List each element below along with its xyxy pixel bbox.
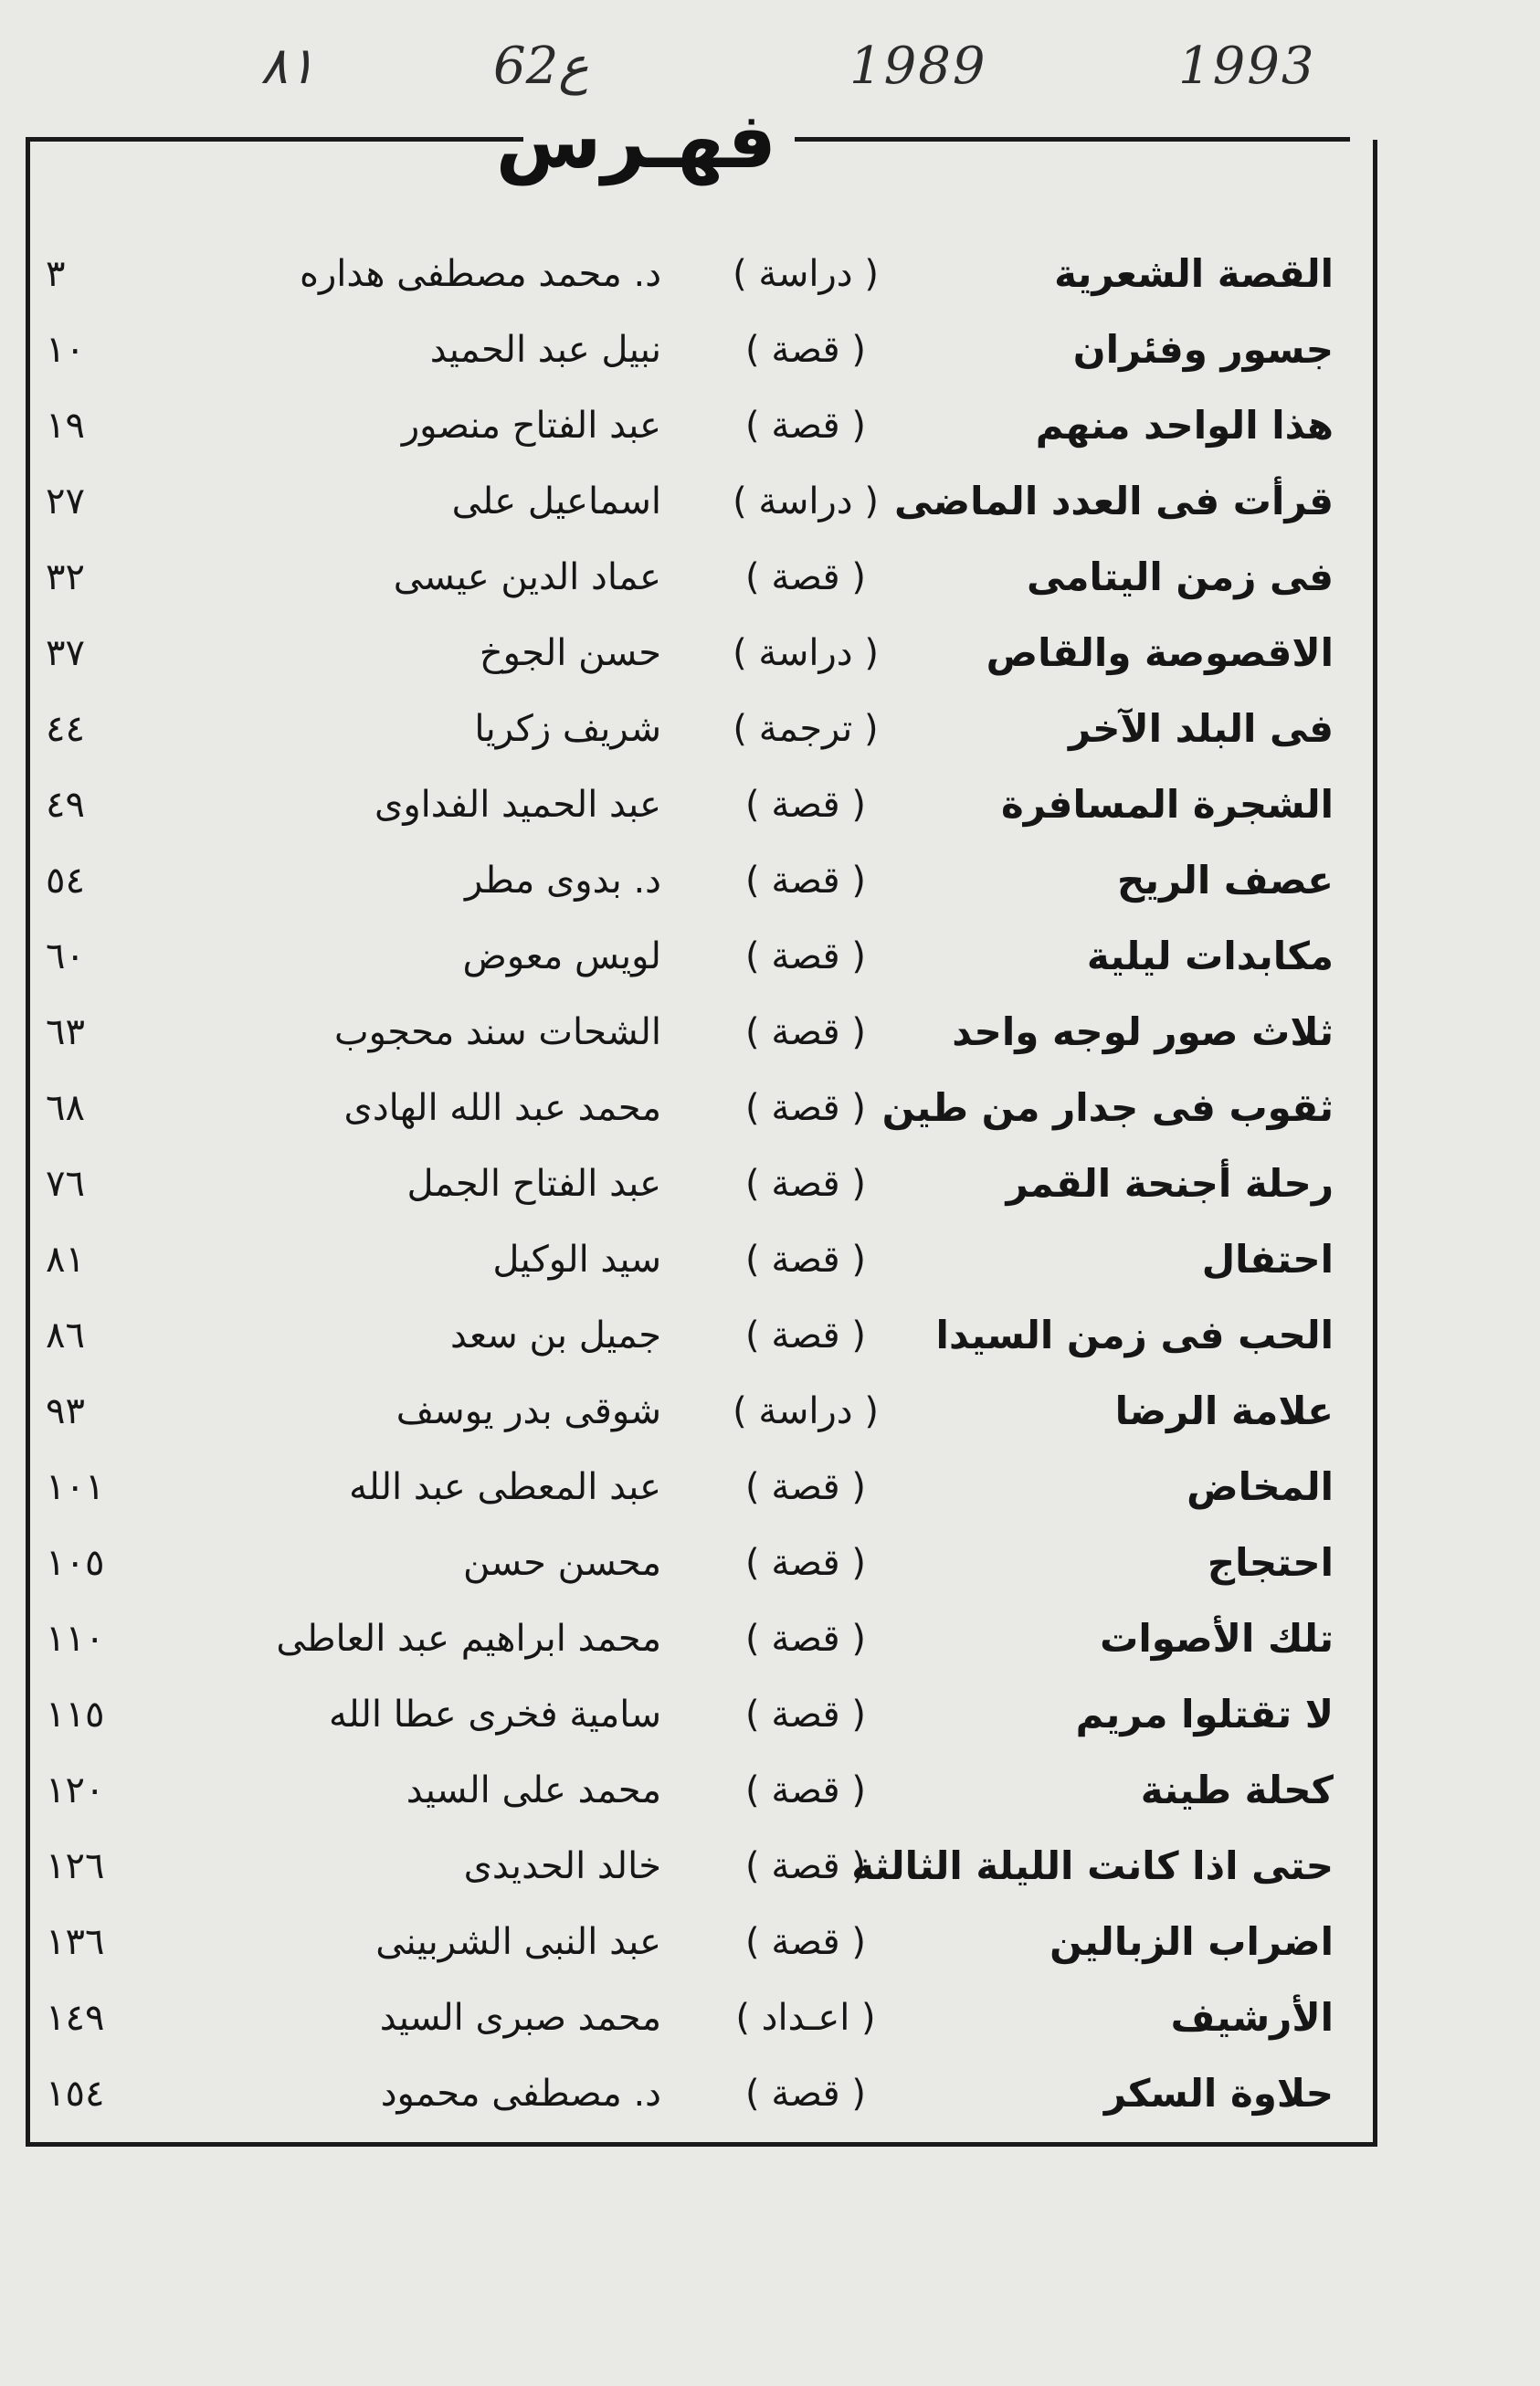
entry-title: فى البلد الآخر — [1068, 706, 1334, 751]
entry-title: ثلاث صور لوجه واحد — [952, 1009, 1334, 1054]
entry-page-number: ٤٤ — [46, 708, 85, 750]
entry-title: مكابدات ليلية — [1086, 934, 1334, 978]
entry-type: ( قصة ) — [745, 1618, 866, 1660]
entry-page-number: ٧٦ — [46, 1163, 85, 1205]
entry-author: سامية فخرى عطا الله — [329, 1694, 661, 1736]
entry-title: الأرشيف — [1170, 1995, 1334, 2040]
handwritten-year-1989: 1989 — [849, 37, 987, 96]
entry-type: ( دراسة ) — [733, 632, 879, 674]
entry-title: رحلة أجنحة القمر — [1006, 1161, 1334, 1206]
entry-type: ( قصة ) — [745, 1694, 866, 1736]
entry-page-number: ١١٥ — [46, 1694, 105, 1736]
entry-page-number: ٨١ — [46, 1239, 85, 1281]
entry-author: شريف زكريا — [474, 708, 661, 750]
entry-page-number: ١٢٦ — [46, 1845, 105, 1887]
entry-title: هذا الواحد منهم — [1035, 403, 1334, 448]
entry-title: احتفال — [1201, 1237, 1334, 1282]
entry-title: المخاض — [1187, 1464, 1334, 1509]
toc-entry — [46, 924, 1334, 988]
entry-type: ( قصة ) — [745, 1011, 866, 1053]
entry-page-number: ٤٩ — [46, 784, 85, 826]
toc-entry — [46, 1607, 1334, 1671]
entry-title: جسور وفئران — [1072, 327, 1334, 372]
entry-page-number: ١٠١ — [46, 1466, 105, 1508]
entry-author: حسن الجوخ — [479, 632, 661, 674]
entry-type: ( قصة ) — [745, 1239, 866, 1281]
entry-type: ( اعـداد ) — [735, 1997, 876, 2039]
entry-title: اضراب الزبالين — [1050, 1919, 1334, 1964]
entry-type: ( قصة ) — [745, 784, 866, 826]
toc-entry — [46, 773, 1334, 837]
entry-type: ( قصة ) — [745, 329, 866, 371]
entry-author: عبد الفتاح منصور — [401, 405, 661, 447]
toc-entry — [46, 1758, 1334, 1822]
entry-author: د. محمد مصطفى هداره — [299, 253, 661, 295]
entry-title: علامة الرضا — [1114, 1388, 1334, 1433]
entry-title: لا تقتلوا مريم — [1075, 1692, 1334, 1737]
entry-author: محمد صبرى السيد — [379, 1997, 661, 2039]
entry-title: الحب فى زمن السيدا — [935, 1313, 1334, 1357]
entry-title: الشجرة المسافرة — [1001, 782, 1334, 827]
entry-page-number: ٩٣ — [46, 1390, 85, 1432]
toc-entry — [46, 545, 1334, 609]
page-title: فهـرس — [495, 96, 776, 185]
entry-author: لويس معوض — [462, 935, 661, 977]
toc-entry — [46, 1152, 1334, 1216]
toc-entry — [46, 2062, 1334, 2126]
toc-entry — [46, 470, 1334, 533]
entry-title: احتجاج — [1207, 1540, 1334, 1585]
entry-author: محسن حسن — [463, 1542, 661, 1584]
handwritten-issue-number: 62ع — [493, 37, 589, 96]
toc-entry — [46, 1986, 1334, 2050]
toc-entry — [46, 1683, 1334, 1747]
entry-title: حلاوة السكر — [1103, 2071, 1334, 2116]
entry-type: ( قصة ) — [745, 1542, 866, 1584]
entry-author: خالد الحديدى — [463, 1845, 661, 1887]
toc-entry — [46, 1076, 1334, 1140]
entry-author: محمد على السيد — [406, 1769, 661, 1811]
entry-type: ( قصة ) — [745, 1845, 866, 1887]
entry-type: ( قصة ) — [745, 2073, 866, 2115]
entry-author: سيد الوكيل — [492, 1239, 661, 1281]
entry-title: فى زمن اليتامى — [1027, 554, 1334, 599]
entry-page-number: ٥٤ — [46, 860, 85, 902]
entry-type: ( قصة ) — [745, 1163, 866, 1205]
entry-title: عصف الريح — [1116, 858, 1334, 903]
entry-type: ( قصة ) — [745, 1314, 866, 1357]
entry-page-number: ٢٧ — [46, 480, 85, 523]
entry-page-number: ٨٦ — [46, 1314, 85, 1357]
entry-type: ( ترجمة ) — [733, 708, 879, 750]
entry-page-number: ١٠٥ — [46, 1542, 105, 1584]
entry-page-number: ١٢٠ — [46, 1769, 105, 1811]
entry-title: حتى اذا كانت الليلة الثالثة — [851, 1843, 1334, 1888]
entry-page-number: ١١٠ — [46, 1618, 105, 1660]
entry-page-number: ٦٣ — [46, 1011, 85, 1053]
entry-author: محمد عبد الله الهادى — [343, 1087, 661, 1129]
entry-page-number: ٦٠ — [46, 935, 85, 977]
toc-entry — [46, 1000, 1334, 1064]
toc-entry — [46, 1910, 1334, 1974]
entry-type: ( قصة ) — [745, 1769, 866, 1811]
entry-title: كحلة طينة — [1140, 1768, 1334, 1812]
entry-title: ثقوب فى جدار من طين — [881, 1085, 1334, 1130]
entry-author: د. بدوى مطر — [464, 860, 661, 902]
entry-author: محمد ابراهيم عبد العاطى — [276, 1618, 661, 1660]
toc-entry — [46, 1455, 1334, 1519]
entry-page-number: ١٩ — [46, 405, 85, 447]
entry-type: ( قصة ) — [745, 935, 866, 977]
entry-author: نبيل عبد الحميد — [429, 329, 661, 371]
entry-type: ( دراسة ) — [733, 253, 879, 295]
entry-page-number: ١٤٩ — [46, 1997, 105, 2039]
toc-entry — [46, 849, 1334, 913]
entry-page-number: ١٠ — [46, 329, 85, 371]
entry-page-number: ٣٢ — [46, 556, 85, 598]
entry-author: د. مصطفى محمود — [380, 2073, 661, 2115]
entry-author: الشحات سند محجوب — [333, 1011, 661, 1053]
entry-type: ( دراسة ) — [733, 480, 879, 523]
entry-author: اسماعيل على — [451, 480, 661, 523]
entry-author: عبد النبى الشربينى — [375, 1921, 661, 1963]
entry-page-number: ١٥٤ — [46, 2073, 105, 2115]
toc-entry — [46, 394, 1334, 458]
toc-entry — [46, 697, 1334, 761]
entry-type: ( قصة ) — [745, 405, 866, 447]
entry-author: عماد الدين عيسى — [393, 556, 661, 598]
entry-author: عبد الحميد الفداوى — [374, 784, 661, 826]
toc-entry — [46, 1531, 1334, 1595]
entry-type: ( دراسة ) — [733, 1390, 879, 1432]
entry-page-number: ٦٨ — [46, 1087, 85, 1129]
entry-page-number: ١٣٦ — [46, 1921, 105, 1963]
entry-type: ( قصة ) — [745, 1087, 866, 1129]
entry-title: تلك الأصوات — [1100, 1616, 1334, 1661]
toc-entry — [46, 1379, 1334, 1443]
toc-entry — [46, 1304, 1334, 1367]
entry-title: الاقصوصة والقاص — [986, 630, 1334, 675]
entry-type: ( قصة ) — [745, 860, 866, 902]
toc-entry — [46, 242, 1334, 306]
toc-entry — [46, 1834, 1334, 1898]
toc-entry — [46, 318, 1334, 382]
entry-author: عبد المعطى عبد الله — [349, 1466, 661, 1508]
entry-author: جميل بن سعد — [449, 1314, 661, 1357]
entry-title: قرأت فى العدد الماضى — [894, 479, 1334, 523]
entry-page-number: ٣ — [46, 253, 66, 295]
entry-page-number: ٣٧ — [46, 632, 85, 674]
entry-author: شوقى بدر يوسف — [396, 1390, 661, 1432]
handwritten-page-number: ٨١ — [260, 37, 316, 96]
entry-type: ( قصة ) — [745, 1466, 866, 1508]
entry-type: ( قصة ) — [745, 556, 866, 598]
handwritten-year-1993: 1993 — [1178, 37, 1316, 96]
entry-author: عبد الفتاح الجمل — [406, 1163, 661, 1205]
toc-entry — [46, 1228, 1334, 1292]
entry-type: ( قصة ) — [745, 1921, 866, 1963]
entry-title: القصة الشعرية — [1054, 251, 1334, 296]
toc-entry — [46, 621, 1334, 685]
